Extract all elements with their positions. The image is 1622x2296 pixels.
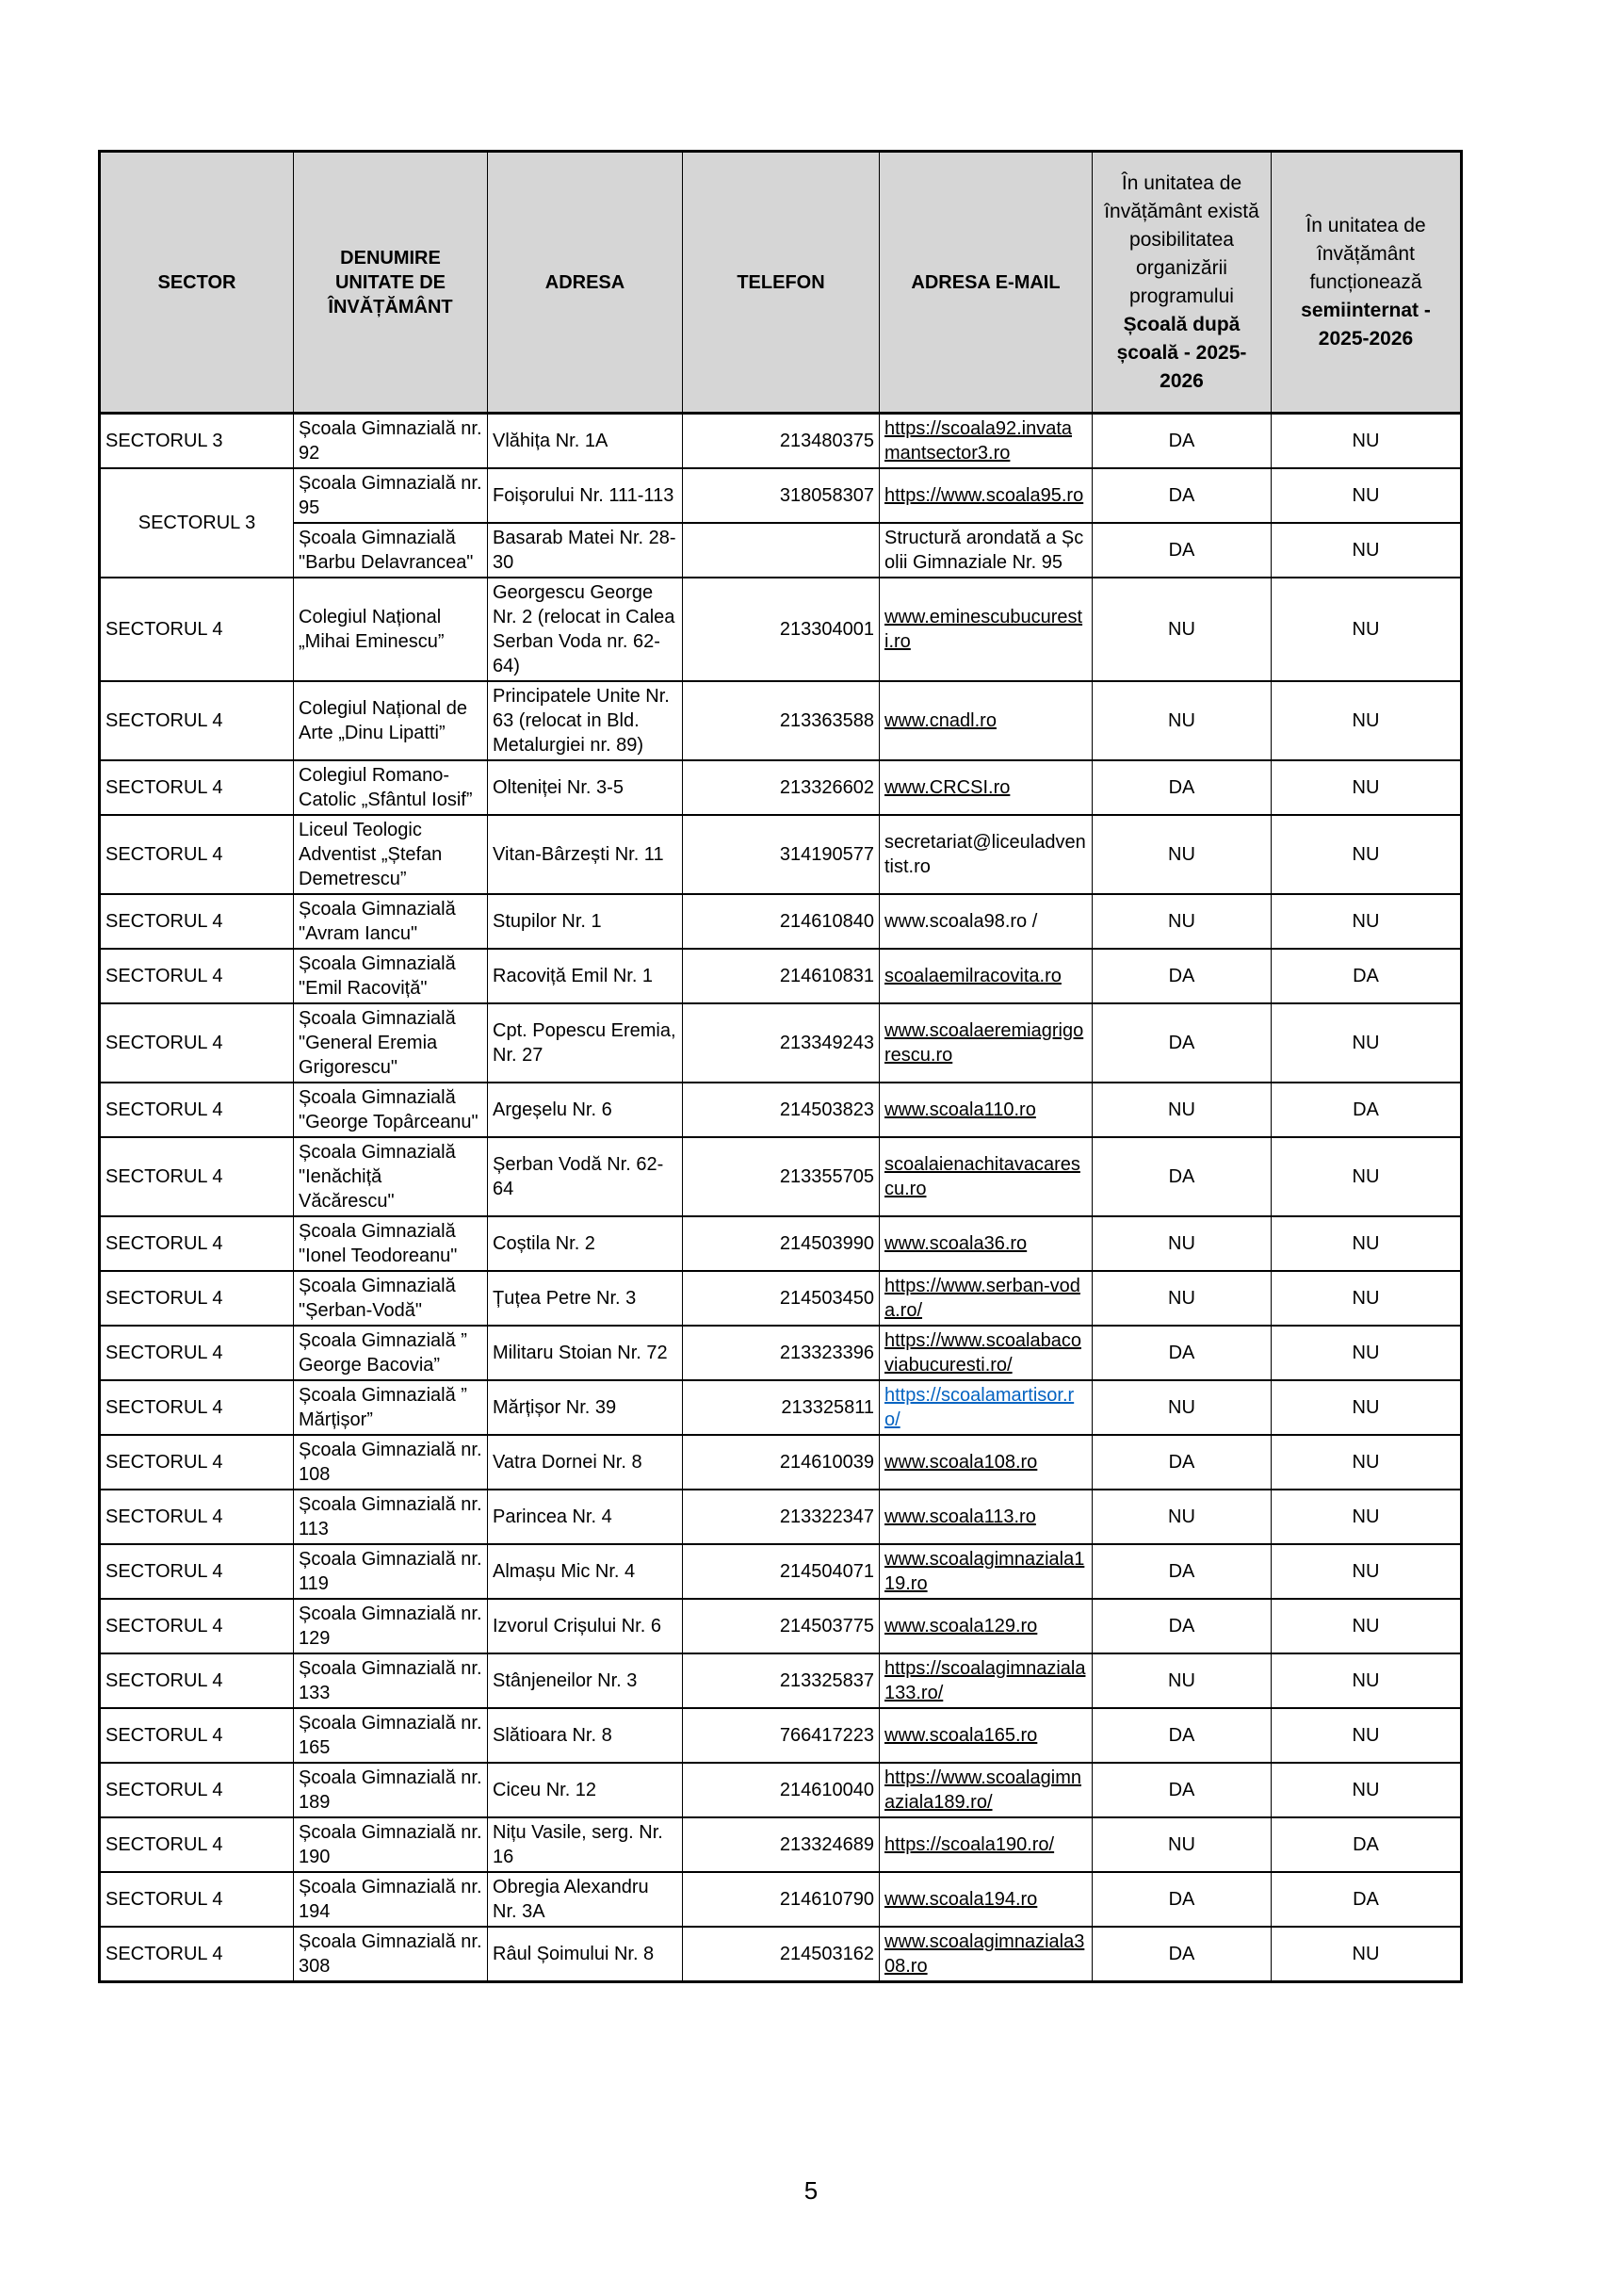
email-link[interactable]: https://www.scoala95.ro: [884, 485, 1084, 506]
email-link[interactable]: www.scoala129.ro: [884, 1616, 1038, 1637]
email-link[interactable]: https://scoala92.invatamantsector3.ro: [884, 418, 1073, 464]
school-name-cell: Colegiul Național de Arte „Dinu Lipatti”: [294, 681, 488, 760]
semiinternat-cell: NU: [1272, 578, 1462, 681]
address-cell: Râul Șoimului Nr. 8: [488, 1927, 683, 1982]
school-name-cell: Școala Gimnazială nr. 95: [294, 468, 488, 523]
after-school-cell: NU: [1093, 1817, 1272, 1872]
semiinternat-cell: NU: [1272, 1708, 1462, 1763]
email-link[interactable]: www.CRCSI.ro: [884, 777, 1011, 798]
sector-cell: SECTORUL 4: [100, 1599, 294, 1653]
phone-cell: 214610840: [683, 894, 880, 949]
phone-cell: 318058307: [683, 468, 880, 523]
header-school-name: DENUMIRE UNITATE DE ÎNVĂȚĂMÂNT: [294, 152, 488, 414]
school-name-cell: Școala Gimnazială nr. 189: [294, 1763, 488, 1817]
table-row: [100, 894, 1462, 949]
address-cell: Mărțișor Nr. 39: [488, 1380, 683, 1435]
sector-cell: SECTORUL 4: [100, 1380, 294, 1435]
sector-cell: SECTORUL 4: [100, 1872, 294, 1927]
after-school-cell: DA: [1093, 1763, 1272, 1817]
email-link[interactable]: www.eminescubucuresti.ro: [884, 607, 1083, 652]
address-cell: Parincea Nr. 4: [488, 1490, 683, 1544]
address-cell: Olteniței Nr. 3-5: [488, 760, 683, 815]
email-cell: [880, 1544, 1093, 1599]
phone-cell: 214503775: [683, 1599, 880, 1653]
table-row: [100, 1003, 1462, 1083]
schools-table: [98, 150, 1463, 1983]
table-row: [100, 1380, 1462, 1435]
email-cell: [880, 1872, 1093, 1927]
school-name-cell: Școala Gimnazială nr. 194: [294, 1872, 488, 1927]
semiinternat-cell: DA: [1272, 1817, 1462, 1872]
sector-cell: SECTORUL 4: [100, 1137, 294, 1216]
after-school-cell: DA: [1093, 1927, 1272, 1982]
after-school-cell: NU: [1093, 1271, 1272, 1326]
address-cell: Cpt. Popescu Eremia, Nr. 27: [488, 1003, 683, 1083]
school-name-cell: Școala Gimnazială "George Topârceanu": [294, 1083, 488, 1137]
email-cell: [880, 1763, 1093, 1817]
table-row: [100, 1490, 1462, 1544]
table-row: [100, 1653, 1462, 1708]
email-link[interactable]: https://www.serban-voda.ro/: [884, 1276, 1080, 1321]
after-school-cell: DA: [1093, 1435, 1272, 1490]
semiinternat-cell: NU: [1272, 815, 1462, 894]
table-row: [100, 949, 1462, 1003]
school-name-cell: Școala Gimnazială nr. 190: [294, 1817, 488, 1872]
semiinternat-cell: NU: [1272, 894, 1462, 949]
sector-cell: SECTORUL 4: [100, 1271, 294, 1326]
phone-cell: 214504071: [683, 1544, 880, 1599]
after-school-cell: NU: [1093, 894, 1272, 949]
address-cell: Ciceu Nr. 12: [488, 1763, 683, 1817]
address-cell: Basarab Matei Nr. 28-30: [488, 523, 683, 578]
after-school-cell: NU: [1093, 1490, 1272, 1544]
table-header: [100, 152, 1462, 414]
phone-cell: 214610831: [683, 949, 880, 1003]
phone-cell: 213322347: [683, 1490, 880, 1544]
phone-cell: 213304001: [683, 578, 880, 681]
phone-cell: 213349243: [683, 1003, 880, 1083]
address-cell: Țuțea Petre Nr. 3: [488, 1271, 683, 1326]
sector-cell: SECTORUL 4: [100, 578, 294, 681]
table-row: [100, 760, 1462, 815]
header-row: [100, 152, 1462, 414]
after-school-cell: DA: [1093, 1872, 1272, 1927]
semiinternat-cell: NU: [1272, 523, 1462, 578]
phone-cell: 213326602: [683, 760, 880, 815]
address-cell: Principatele Unite Nr. 63 (relocat in Bld. Metalurgiei nr. 89): [488, 681, 683, 760]
address-cell: Izvorul Crișului Nr. 6: [488, 1599, 683, 1653]
after-school-cell: DA: [1093, 468, 1272, 523]
address-cell: Vlăhița Nr. 1A: [488, 414, 683, 469]
after-school-cell: DA: [1093, 1137, 1272, 1216]
school-name-cell: Școala Gimnazială nr. 129: [294, 1599, 488, 1653]
school-name-cell: Școala Gimnazială nr. 113: [294, 1490, 488, 1544]
semiinternat-cell: NU: [1272, 1003, 1462, 1083]
sector-cell: SECTORUL 4: [100, 949, 294, 1003]
email-cell: [880, 760, 1093, 815]
header-semiinternat: [1272, 152, 1462, 414]
semiinternat-cell: NU: [1272, 1435, 1462, 1490]
address-cell: Stupilor Nr. 1: [488, 894, 683, 949]
after-school-cell: DA: [1093, 1003, 1272, 1083]
phone-cell: 213325837: [683, 1653, 880, 1708]
phone-cell: 214503450: [683, 1271, 880, 1326]
address-cell: Nițu Vasile, serg. Nr. 16: [488, 1817, 683, 1872]
email-link[interactable]: www.cnadl.ro: [884, 710, 997, 731]
after-school-cell: DA: [1093, 949, 1272, 1003]
after-school-cell: NU: [1093, 1380, 1272, 1435]
school-name-cell: Școala Gimnazială nr. 108: [294, 1435, 488, 1490]
header-semiinternat-bold: semiinternat - 2025-2026: [1301, 299, 1431, 350]
phone-cell: 214610790: [683, 1872, 880, 1927]
phone-cell: 766417223: [683, 1708, 880, 1763]
email-cell: [880, 468, 1093, 523]
email-link[interactable]: https://www.scoalagimnaziala189.ro/: [884, 1767, 1081, 1813]
sector-cell: SECTORUL 4: [100, 760, 294, 815]
table-row: [100, 681, 1462, 760]
sector-cell: SECTORUL 4: [100, 1435, 294, 1490]
school-name-cell: Colegiul Romano-Catolic „Sfântul Iosif”: [294, 760, 488, 815]
email-link[interactable]: www.scoalaeremiagrigorescu.ro: [884, 1020, 1084, 1066]
phone-cell: 314190577: [683, 815, 880, 894]
email-cell: [880, 1817, 1093, 1872]
header-sector: SECTOR: [100, 152, 294, 414]
email-cell: [880, 1599, 1093, 1653]
semiinternat-cell: NU: [1272, 1216, 1462, 1271]
semiinternat-cell: NU: [1272, 1599, 1462, 1653]
semiinternat-cell: NU: [1272, 1653, 1462, 1708]
email-link[interactable]: www.scoala108.ro: [884, 1452, 1038, 1473]
semiinternat-cell: NU: [1272, 468, 1462, 523]
email-cell: [880, 1003, 1093, 1083]
address-cell: Argeșelu Nr. 6: [488, 1083, 683, 1137]
phone-cell: 213323396: [683, 1326, 880, 1380]
email-cell: [880, 1326, 1093, 1380]
email-cell: [880, 1216, 1093, 1271]
phone-cell: 213325811: [683, 1380, 880, 1435]
sector-cell: SECTORUL 4: [100, 1708, 294, 1763]
table-row: [100, 1599, 1462, 1653]
address-cell: Racoviță Emil Nr. 1: [488, 949, 683, 1003]
header-after-school-text: În unitatea de învățământ există posibilitatea organizării programului: [1104, 171, 1259, 307]
email-cell: [880, 894, 1093, 949]
address-cell: Almașu Mic Nr. 4: [488, 1544, 683, 1599]
table-row: [100, 523, 1462, 578]
table-row: [100, 468, 1462, 523]
email-cell: [880, 1271, 1093, 1326]
header-email: ADRESA E-MAIL: [880, 152, 1093, 414]
address-cell: Vitan-Bârzești Nr. 11: [488, 815, 683, 894]
school-name-cell: Școala Gimnazială "Barbu Delavrancea": [294, 523, 488, 578]
school-name-cell: Școala Gimnazială "General Eremia Grigorescu": [294, 1003, 488, 1083]
email-cell: [880, 1137, 1093, 1216]
sector-cell: SECTORUL 4: [100, 1927, 294, 1982]
school-name-cell: Școala Gimnazială "Emil Racoviță": [294, 949, 488, 1003]
semiinternat-cell: NU: [1272, 681, 1462, 760]
school-name-cell: Școala Gimnazială nr. 133: [294, 1653, 488, 1708]
school-name-cell: Școala Gimnazială ” Mărțișor”: [294, 1380, 488, 1435]
email-link[interactable]: www.scoala36.ro: [884, 1233, 1028, 1254]
email-link[interactable]: www.scoalagimnaziala308.ro: [884, 1931, 1085, 1977]
sector-cell: SECTORUL 4: [100, 1544, 294, 1599]
semiinternat-cell: DA: [1272, 1872, 1462, 1927]
phone-cell: [683, 523, 880, 578]
sector-cell: SECTORUL 4: [100, 1490, 294, 1544]
after-school-cell: NU: [1093, 1653, 1272, 1708]
header-after-school: [1093, 152, 1272, 414]
sector-cell: SECTORUL 4: [100, 1763, 294, 1817]
after-school-cell: NU: [1093, 815, 1272, 894]
email-cell: [880, 1653, 1093, 1708]
email-link[interactable]: https://www.scoalabacoviabucuresti.ro/: [884, 1330, 1081, 1376]
header-phone: TELEFON: [683, 152, 880, 414]
email-cell: [880, 523, 1093, 578]
school-name-cell: Școala Gimnazială "Șerban-Vodă": [294, 1271, 488, 1326]
sector-cell: SECTORUL 4: [100, 681, 294, 760]
address-cell: Vatra Dornei Nr. 8: [488, 1435, 683, 1490]
table-row: [100, 1326, 1462, 1380]
table-row: [100, 1817, 1462, 1872]
email-link[interactable]: https://scoala190.ro/: [884, 1834, 1055, 1855]
email-cell: [880, 815, 1093, 894]
sector-cell: SECTORUL 4: [100, 1653, 294, 1708]
email-link[interactable]: www.scoala194.ro: [884, 1889, 1038, 1910]
address-cell: Foișorului Nr. 111-113: [488, 468, 683, 523]
school-name-cell: Colegiul Național „Mihai Eminescu”: [294, 578, 488, 681]
phone-cell: 214610039: [683, 1435, 880, 1490]
after-school-cell: DA: [1093, 1599, 1272, 1653]
email-cell: [880, 414, 1093, 469]
page-number: 5: [803, 2176, 819, 2205]
semiinternat-cell: NU: [1272, 760, 1462, 815]
phone-cell: 214503162: [683, 1927, 880, 1982]
school-name-cell: Școala Gimnazială "Avram Iancu": [294, 894, 488, 949]
email-text: www.scoala98.ro /: [884, 911, 1038, 932]
header-semiinternat-text: În unitatea de învățământ funcționează: [1306, 214, 1426, 293]
email-link[interactable]: scoalaemilracovita.ro: [884, 966, 1062, 986]
sector-cell: SECTORUL 4: [100, 1083, 294, 1137]
phone-cell: 213480375: [683, 414, 880, 469]
after-school-cell: NU: [1093, 681, 1272, 760]
after-school-cell: DA: [1093, 760, 1272, 815]
after-school-cell: DA: [1093, 1708, 1272, 1763]
address-cell: Georgescu George Nr. 2 (relocat in Calea Serban Voda nr. 62-64): [488, 578, 683, 681]
table-row: [100, 1216, 1462, 1271]
after-school-cell: DA: [1093, 1544, 1272, 1599]
school-name-cell: Școala Gimnazială "Ionel Teodoreanu": [294, 1216, 488, 1271]
address-cell: Militaru Stoian Nr. 72: [488, 1326, 683, 1380]
semiinternat-cell: NU: [1272, 1326, 1462, 1380]
email-text: Structură arondată a Școlii Gimnaziale Nr. 95: [884, 528, 1084, 573]
semiinternat-cell: NU: [1272, 1137, 1462, 1216]
semiinternat-cell: NU: [1272, 1271, 1462, 1326]
school-name-cell: Școala Gimnazială nr. 165: [294, 1708, 488, 1763]
sector-cell: SECTORUL 3: [100, 468, 294, 578]
semiinternat-cell: NU: [1272, 1763, 1462, 1817]
email-link[interactable]: www.scoala110.ro: [884, 1099, 1036, 1120]
table-row: [100, 1927, 1462, 1982]
email-cell: [880, 1083, 1093, 1137]
table-row: [100, 578, 1462, 681]
table-row: [100, 1872, 1462, 1927]
semiinternat-cell: NU: [1272, 1927, 1462, 1982]
school-name-cell: Liceul Teologic Adventist „Ștefan Demetrescu”: [294, 815, 488, 894]
table-row: [100, 815, 1462, 894]
email-cell: [880, 578, 1093, 681]
address-cell: Stânjeneilor Nr. 3: [488, 1653, 683, 1708]
header-after-school-bold: Școală după școală - 2025-2026: [1116, 313, 1247, 392]
semiinternat-cell: NU: [1272, 1380, 1462, 1435]
address-cell: Șerban Vodă Nr. 62-64: [488, 1137, 683, 1216]
table-row: [100, 1708, 1462, 1763]
semiinternat-cell: NU: [1272, 414, 1462, 469]
email-link[interactable]: https://scoalamartisor.ro/: [884, 1385, 1075, 1430]
semiinternat-cell: NU: [1272, 1544, 1462, 1599]
email-cell: [880, 681, 1093, 760]
table-row: [100, 414, 1462, 469]
after-school-cell: DA: [1093, 1326, 1272, 1380]
phone-cell: 214503823: [683, 1083, 880, 1137]
email-text: secretariat@liceuladventist.ro: [884, 832, 1086, 877]
semiinternat-cell: DA: [1272, 1083, 1462, 1137]
school-name-cell: Școala Gimnazială nr. 119: [294, 1544, 488, 1599]
table-row: [100, 1137, 1462, 1216]
sector-cell: SECTORUL 4: [100, 894, 294, 949]
email-link[interactable]: www.scoala113.ro: [884, 1506, 1036, 1527]
email-link[interactable]: www.scoala165.ro: [884, 1725, 1038, 1746]
school-name-cell: Școala Gimnazială nr. 92: [294, 414, 488, 469]
table-row: [100, 1763, 1462, 1817]
header-address: ADRESA: [488, 152, 683, 414]
email-cell: [880, 1435, 1093, 1490]
phone-cell: 213355705: [683, 1137, 880, 1216]
email-link[interactable]: scoalaienachitavacarescu.ro: [884, 1154, 1080, 1199]
school-name-cell: Școala Gimnazială "Ienăchiță Văcărescu": [294, 1137, 488, 1216]
email-cell: [880, 1490, 1093, 1544]
table-body: [100, 414, 1462, 1982]
after-school-cell: NU: [1093, 1083, 1272, 1137]
phone-cell: 214610040: [683, 1763, 880, 1817]
sector-cell: SECTORUL 4: [100, 1216, 294, 1271]
table-row: [100, 1544, 1462, 1599]
sector-cell: SECTORUL 3: [100, 414, 294, 469]
after-school-cell: DA: [1093, 414, 1272, 469]
sector-cell: SECTORUL 4: [100, 1003, 294, 1083]
address-cell: Slătioara Nr. 8: [488, 1708, 683, 1763]
semiinternat-cell: DA: [1272, 949, 1462, 1003]
email-link[interactable]: www.scoalagimnaziala119.ro: [884, 1549, 1085, 1594]
email-cell: [880, 1380, 1093, 1435]
table-row: [100, 1271, 1462, 1326]
email-link[interactable]: https://scoalagimnaziala133.ro/: [884, 1658, 1086, 1703]
phone-cell: 213324689: [683, 1817, 880, 1872]
after-school-cell: NU: [1093, 1216, 1272, 1271]
address-cell: Obregia Alexandru Nr. 3A: [488, 1872, 683, 1927]
phone-cell: 213363588: [683, 681, 880, 760]
table-row: [100, 1435, 1462, 1490]
email-cell: [880, 1927, 1093, 1982]
semiinternat-cell: NU: [1272, 1490, 1462, 1544]
address-cell: Coștila Nr. 2: [488, 1216, 683, 1271]
after-school-cell: NU: [1093, 578, 1272, 681]
school-name-cell: Școala Gimnazială nr. 308: [294, 1927, 488, 1982]
phone-cell: 214503990: [683, 1216, 880, 1271]
table-row: [100, 1083, 1462, 1137]
sector-cell: SECTORUL 4: [100, 1326, 294, 1380]
after-school-cell: DA: [1093, 523, 1272, 578]
sector-cell: SECTORUL 4: [100, 815, 294, 894]
sector-cell: SECTORUL 4: [100, 1817, 294, 1872]
email-cell: [880, 949, 1093, 1003]
email-cell: [880, 1708, 1093, 1763]
school-name-cell: Școala Gimnazială ” George Bacovia”: [294, 1326, 488, 1380]
